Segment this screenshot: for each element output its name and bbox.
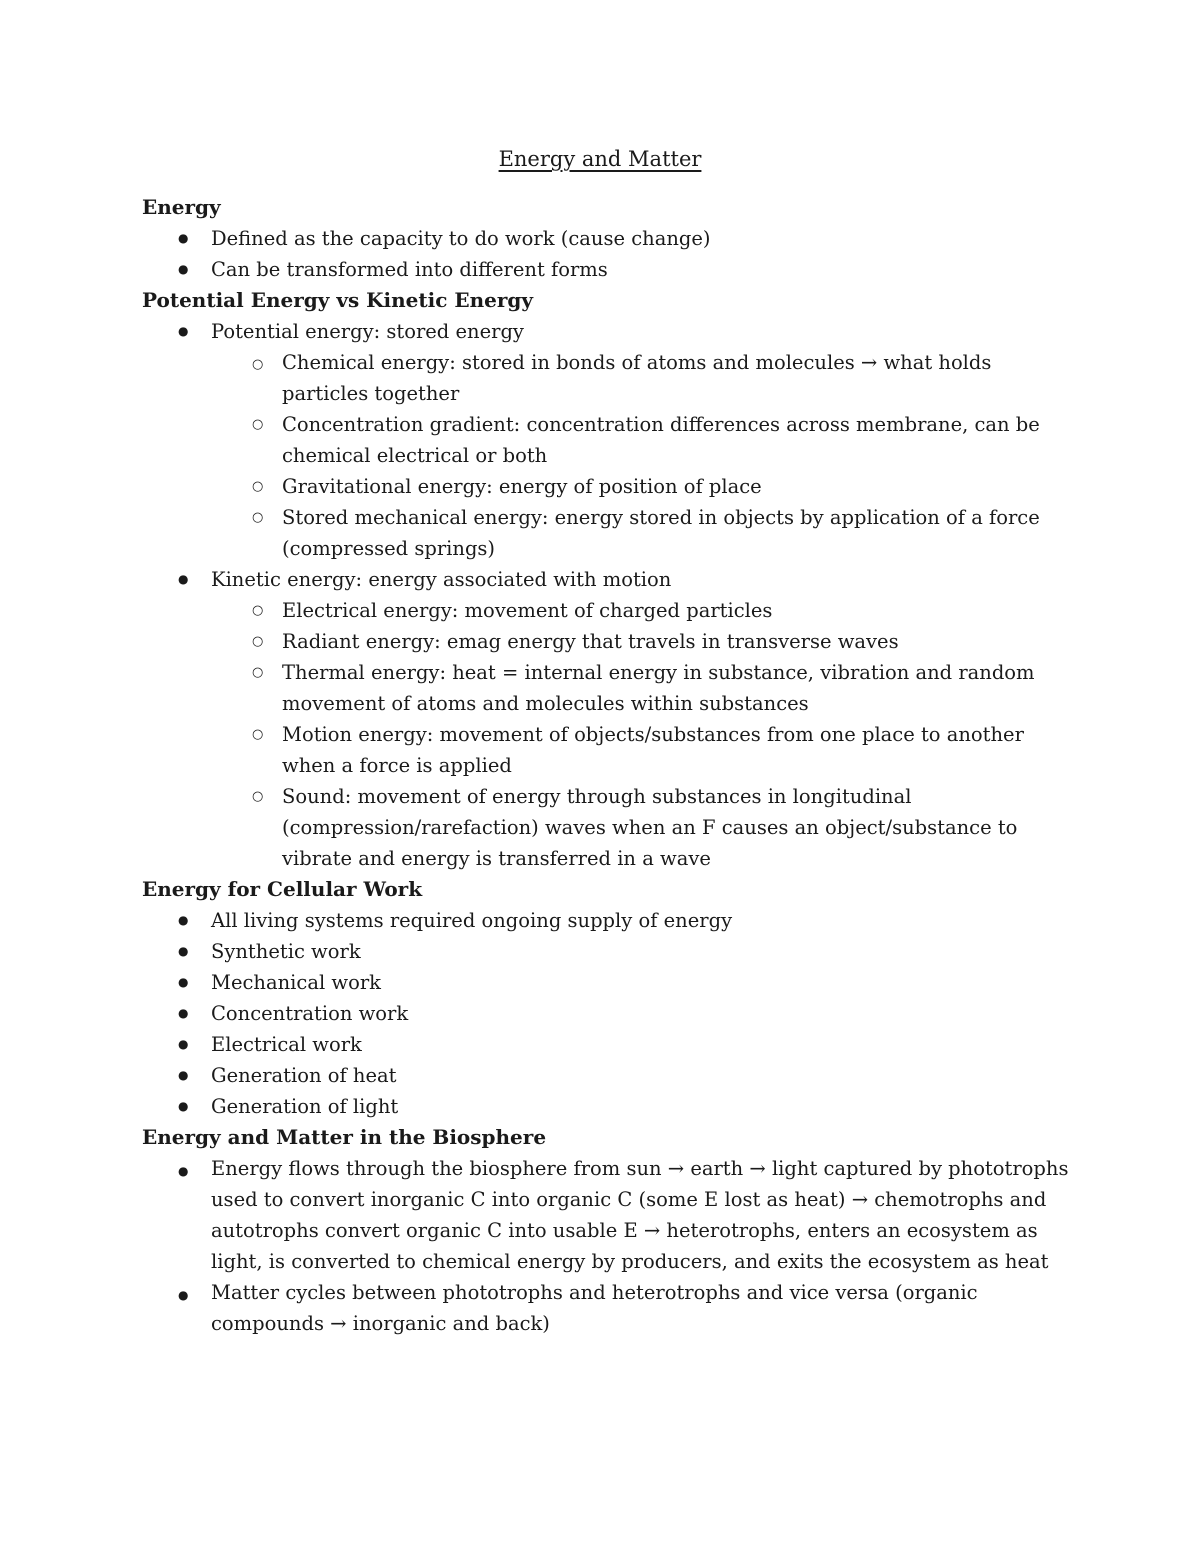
sublist-item [211,502,1072,564]
hollow-bullet-icon: ○ [252,634,264,649]
bullet-icon: ● [178,1099,189,1113]
list-item-text-continued: enters an ecosystem as light, is converted to chemical energy by producers, and exits the ecosystem as heat [211,1219,1049,1273]
sublist-item-text: Chemical energy: stored in bonds of atoms and molecules → what holds particles together [282,351,992,405]
sublist-item-text: Sound: movement of energy through substances in longitudinal (compression/rarefaction) waves when an F causes an object/substance to vibrate and energy is transferred in a wave [282,785,1018,870]
bullet-icon: ● [178,1037,189,1051]
list-item-text: Generation of heat [211,1064,397,1087]
sublist-item [211,409,1072,471]
hollow-bullet-icon: ○ [252,510,264,525]
document-title: Energy and Matter [498,147,702,171]
potential-sublist [211,347,1072,564]
bullet-icon: ● [178,1288,189,1302]
hollow-bullet-icon: ○ [252,357,264,372]
sublist-item [211,595,1072,626]
sublist-item-text: Concentration gradient: concentration differences across membrane, can be chemical electrical or both [282,413,1040,467]
bullet-icon: ● [178,231,189,245]
list-item-potential [142,316,1072,347]
list-item-kinetic [142,564,1072,595]
list-item-text: All living systems required ongoing supply of energy [211,909,733,932]
sublist-item-text: Radiant energy: emag energy that travels in transverse waves [282,630,899,653]
sublist-item [211,719,1072,781]
hollow-bullet-icon: ○ [252,603,264,618]
hollow-bullet-icon: ○ [252,417,264,432]
sublist-item [211,657,1072,719]
bullet-icon: ● [178,1068,189,1082]
hollow-bullet-icon: ○ [252,665,264,680]
cellular-work-list [142,905,1072,1122]
hollow-bullet-icon: ○ [252,789,264,804]
list-item [142,998,1072,1029]
bullet-icon: ● [178,975,189,989]
list-item-matter-cycle [142,1277,1072,1339]
biosphere-list [142,1153,1072,1339]
list-item-text: Potential energy: stored energy [211,320,524,343]
list-item-text: Generation of light [211,1095,399,1118]
bullet-icon: ● [178,324,189,338]
bullet-icon: ● [178,1006,189,1020]
list-item [142,905,1072,936]
list-item [142,936,1072,967]
bullet-icon: ● [178,913,189,927]
bullet-icon: ● [178,262,189,276]
list-item-text: Energy flows through the biosphere from sun → earth → light captured by phototrophs used to convert inorganic C into organic C (some E lost as heat) → chemotrophs and autotrophs convert organic C into usable E → heterotrophs, [211,1157,1069,1242]
bullet-icon: ● [178,1164,189,1178]
sublist-item [211,781,1072,874]
list-item-text: Electrical work [211,1033,362,1056]
heading-energy: Energy [142,195,221,219]
list-item-text: Matter cycles between phototrophs and heterotrophs and vice versa (organic compounds → inorganic and back) [211,1281,978,1335]
sublist-item [211,347,1072,409]
list-item [142,1091,1072,1122]
list-item [142,1029,1072,1060]
list-item [142,223,1072,254]
potential-kinetic-list [142,316,1072,347]
list-item-text: Mechanical work [211,971,381,994]
sublist-item [211,626,1072,657]
list-item [142,254,1072,285]
list-item [142,967,1072,998]
bullet-icon: ● [178,944,189,958]
sublist-item-text: Motion energy: movement of objects/substances from one place to another when a force is applied [282,723,1024,777]
heading-biosphere: Energy and Matter in the Biosphere [142,1125,547,1149]
heading-cellular-work: Energy for Cellular Work [142,877,423,901]
hollow-bullet-icon: ○ [252,727,264,742]
sublist-item-text: Stored mechanical energy: energy stored in objects by application of a force (compressed springs) [282,506,1040,560]
list-item-text: Kinetic energy: energy associated with motion [211,568,672,591]
hollow-bullet-icon: ○ [252,479,264,494]
list-item [142,1060,1072,1091]
heading-potential-vs-kinetic: Potential Energy vs Kinetic Energy [142,288,534,312]
energy-list [142,223,1072,285]
kinetic-sublist [211,595,1072,874]
list-item-text: Defined as the capacity to do work (cause change) [211,227,711,250]
list-item-energy-flow [142,1153,1072,1277]
kinetic-list [142,564,1072,595]
list-item-text: Synthetic work [211,940,361,963]
sublist-item-text: Gravitational energy: energy of position of place [282,475,762,498]
sublist-item [211,471,1072,502]
list-item-text: Can be transformed into different forms [211,258,608,281]
bullet-icon: ● [178,572,189,586]
document-body [142,192,1072,1339]
sublist-item-text: Thermal energy: heat = internal energy in substance, vibration and random movement of atoms and molecules within substances [282,661,1035,715]
sublist-item-text: Electrical energy: movement of charged particles [282,599,773,622]
list-item-text: Concentration work [211,1002,409,1025]
